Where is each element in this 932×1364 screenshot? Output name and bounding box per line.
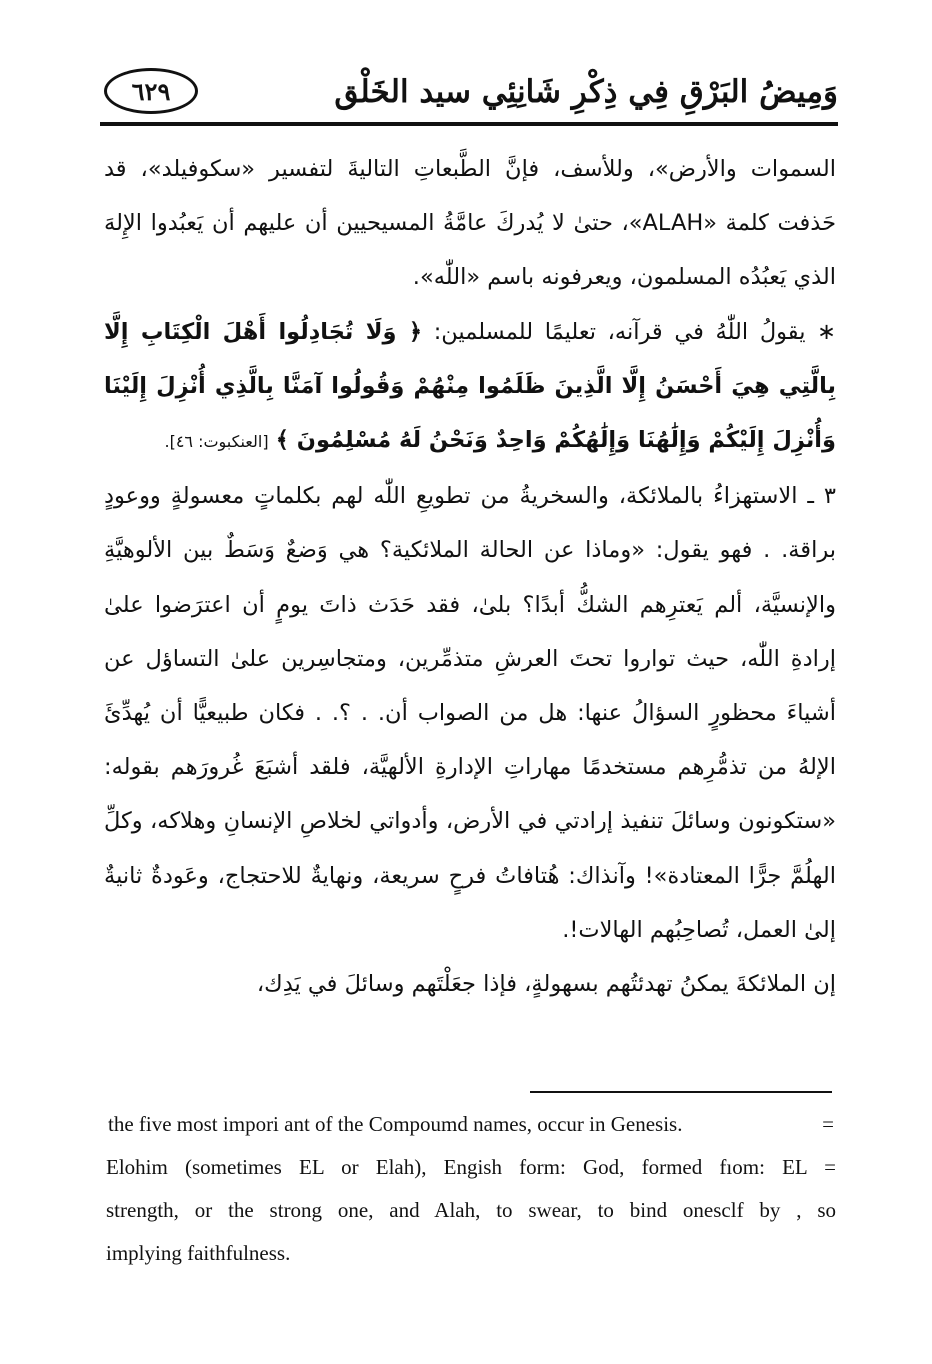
footnote-line-2: Elohim (sometimes EL or Elah), Engish form: God, formed fıom: EL =: [106, 1155, 836, 1179]
book-title: وَمِيضُ البَرْقِ فِي ذِكْرِ شَانِئِي سيد الخَلْق: [334, 74, 838, 110]
footnote-line-1: [106, 1103, 836, 1146]
footnote-rule: [530, 1091, 832, 1093]
footnote: [106, 1103, 836, 1275]
page-number: ٦٢٩: [104, 68, 198, 114]
paragraph-2: [104, 305, 836, 470]
verse-reference: [العنكبوت: ٤٦].: [164, 432, 269, 452]
body-text: [104, 142, 836, 1011]
footnote-continuation-mark: =: [822, 1112, 834, 1136]
footnote-line-3: strength, or the strong one, and Alah, to swear, to bind onesclf by , so: [106, 1198, 836, 1222]
header-rule: [100, 122, 838, 126]
paragraph-4: إن الملائكةَ يمكنُ تهدئتُهم بسهولةٍ، فإذا جعَلْتَهم وسائلَ في يَدِك،: [256, 971, 836, 998]
paragraph-2-intro: ∗ يقولُ اللّٰهُ في قرآنه، تعليمًا للمسلمين:: [433, 318, 836, 345]
paragraph-3: ٣ ـ الاستهزاءُ بالملائكة، والسخريةُ من تطويعِ اللّٰه لهم بكلماتٍ معسولةٍ ووعودٍ براقة. . فهو يقول: «وماذا عن الحالة الملائكية؟ هي وَضعٌ وَسَطٌ بين الألوهيَّةِ والإنسيَّة، ألم يَعترِهم الشكُّ أبدًا؟ بلىٰ، فقد حَدَث ذاتَ يومٍ أن اعترَضوا علىٰ إرادةِ اللّٰه، حيث تواروا تحتَ العرشِ متذمِّرين، ومتجاسِرين علىٰ التساؤل عن أشياءَ محظورٍ السؤالُ عنها: هل من الصواب أن. . ؟. . فكان طبيعيًّا أن يُهدِّئَ الإلهُ من تذمُّرِهم مستخدمًا مهاراتِ الإدارةِ الألهيَّة، فلقد أشبَعَ غُرورَهم بقوله: «ستكونون وسائلَ تنفيذ إرادتي في الأرض، وأدواتي لخلاصِ الإنسانِ وهلاكه، وكلِّ الهلُمَّ جرًّا المعتادة»! وآنذاك: هُتافاتُ فرحٍ سريعة، ونهايةٌ للاحتجاج، وعَودةٌ ثانيةٌ إلىٰ العمل، تُصاحِبُهم الهالات!.: [104, 483, 836, 943]
footnote-line-4: implying faithfulness.: [106, 1241, 291, 1265]
quran-verse: ﴿ وَلَا تُجَادِلُوا أَهْلَ الْكِتَابِ إِلَّا بِالَّتِي هِيَ أَحْسَنُ إِلَّا الَّذِينَ ظَلَمُوا مِنْهُمْ وَقُولُوا آمَنَّا بِالَّذِي أُنْزِلَ إِلَيْنَا وَأُنْزِلَ إِلَيْكُمْ وَإِلَٰهُنَا وَإِلَٰهُكُمْ وَاحِدٌ وَنَحْنُ لَهُ مُسْلِمُونَ ﴾: [104, 318, 836, 454]
page-header: [100, 66, 838, 122]
paragraph-1: السموات والأرض»، وللأسف، فإنَّ الطَّبعاتِ التاليةَ لتفسير «سكوفيلد»، قد حَذفت كلمة «ALAH»، حتىٰ لا يُدركَ عامَّةُ المسيحيين أن عليهم أن يَعبُدوا الإِلهَ الذي يَعبُدُه المسلمون، ويعرفونه باسم «اللّٰه».: [104, 156, 837, 291]
footnote-line-1-text: the five most impori ant of the Compoumd names, occur in Genesis.: [108, 1112, 683, 1136]
